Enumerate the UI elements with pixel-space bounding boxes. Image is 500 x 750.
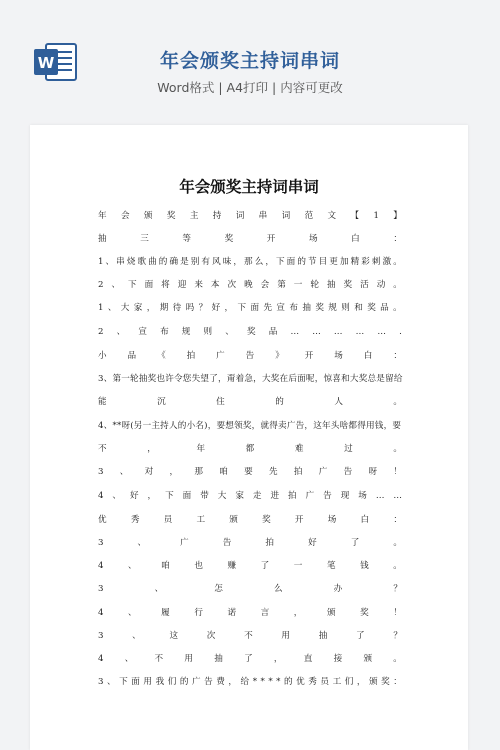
document-line: 2 、 下 面 将 迎 来 本 次 晚 会 第 一 轮 抽 奖 活 动 。 (98, 280, 402, 290)
document-line: 小 品 《 拍 广 告 》 开 场 白 ： (98, 351, 402, 361)
svg-text:W: W (37, 54, 55, 72)
page-header (0, 0, 500, 120)
document-title: 年会颁奖主持词串词 (179, 177, 319, 196)
document-line: 3 、 这 次 不 用 抽 了 ？ (98, 631, 402, 641)
document-line: 优 秀 员 工 颁 奖 开 场 白 ： (98, 515, 402, 525)
document-line: 能 沉 住 的 人 。 (98, 397, 402, 407)
document-line: 年 会 颁 奖 主 持 词 串 词 范 文 【 1 】 (98, 211, 402, 221)
document-line: 4 、 不 用 抽 了 ， 直 接 颁 。 (98, 654, 402, 664)
document-page (30, 125, 468, 750)
document-line: 2 、 宣 布 规 则 、 奖 品 … … … … … . (98, 327, 402, 337)
document-line: 抽 三 等 奖 开 场 白 ： (98, 234, 402, 244)
document-line: 3 、 广 告 拍 好 了 。 (98, 538, 402, 548)
document-line: 3 、 对 ， 那 咱 要 先 拍 广 告 呀 ！ (98, 467, 402, 477)
header-subtitle: Word格式 | A4打印 | 内容可更改 (157, 80, 343, 95)
header-title: 年会颁奖主持词串词 (159, 50, 340, 72)
document-line: 不 ， 年 都 难 过 。 (98, 444, 402, 454)
document-line: 3 、 下 面 用 我 们 的 广 告 费 ， 给 * * * * 的 优 秀 员 工 们 ， 颁 奖 ： (98, 677, 402, 687)
document-line: 1 、 串 烧 歌 曲 的 确 是 别 有 风 味 ， 那 么 ， 下 面 的 节 目 更 加 精 彩 刺 激 。 (98, 257, 402, 267)
document-line: 4 、 咱 也 赚 了 一 笔 钱 。 (98, 561, 402, 571)
document-line: 3、第一轮抽奖也许令您失望了，甭着急，大奖在后面呢，惊喜和大奖总是留给 (98, 374, 403, 384)
document-line: 4 、 好 ， 下 面 带 大 家 走 进 拍 广 告 现 场 … … (98, 491, 402, 501)
document-line: 1 、 大 家 ， 期 待 吗 ？ 好 ， 下 面 先 宣 布 抽 奖 规 则 和 奖 品 。 (98, 303, 402, 313)
document-line: 4、**呀(另一主持人的小名)，要想领奖，就得卖广告，这年头啥都得用钱，要 (98, 421, 402, 431)
document-line: 3 、 怎 么 办 ？ (98, 584, 402, 594)
document-line: 4 、 履 行 诺 言 ， 颁 奖 ！ (98, 608, 402, 618)
